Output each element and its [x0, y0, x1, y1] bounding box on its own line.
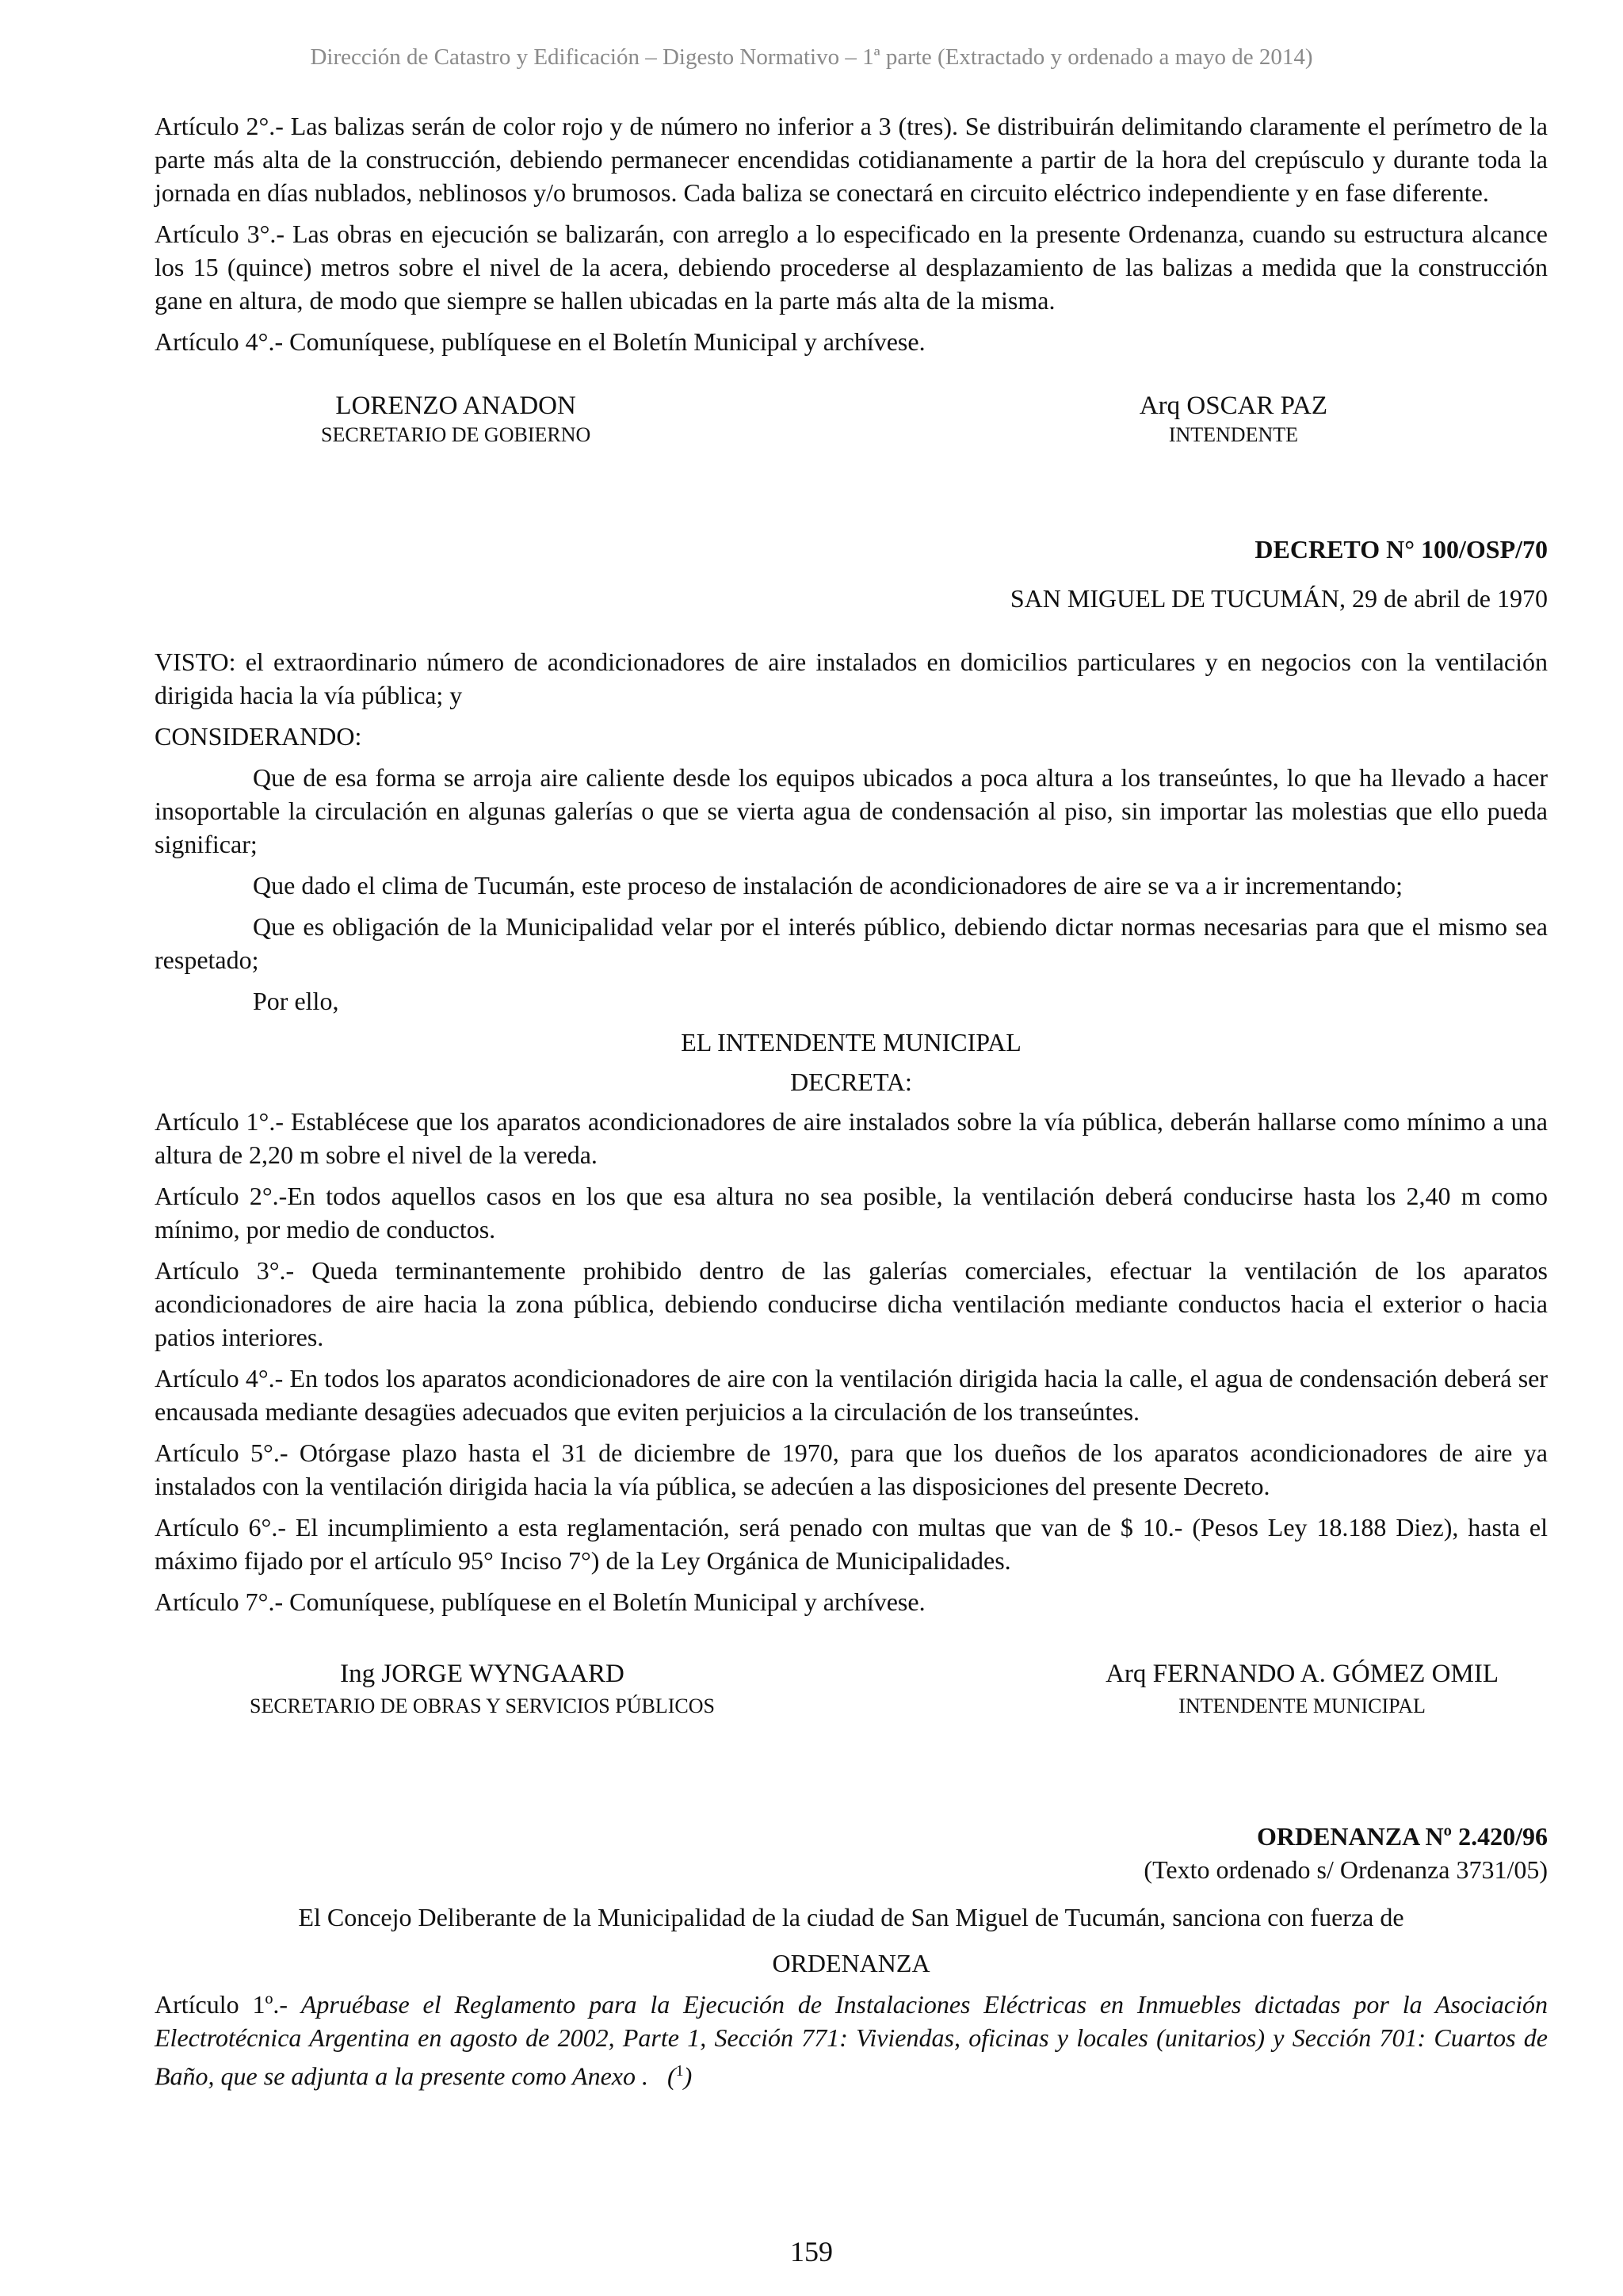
signature-block-1 [155, 390, 1548, 449]
decreto-considerando-2: Que dado el clima de Tucumán, este proceso de instalación de acondicionadores de aire se va a ir incrementando; [253, 871, 1403, 900]
footnote-reference[interactable]: 1 [675, 2062, 684, 2080]
decreto-art4: Artículo 4°.- En todos los aparatos acondicionadores de aire con la ventilación dirigida hacia la calle, el agua de condensación deberá ser encausada mediante desagües adecuados que eviten perjuicios a la circulación de los transeúntes. [155, 1364, 1548, 1426]
signature-left-name: Ing JORGE WYNGAARD [340, 1660, 624, 1688]
decreto-considerando-3: Que es obligación de la Municipalidad velar por el interés público, debiendo dictar normas necesarias para que el mismo sea respetado; [155, 912, 1548, 974]
decreto-art1: Artículo 1°.- Establécese que los aparatos acondicionadores de aire instalados sobre la vía pública, deberán hallarse como mínimo a una altura de 2,20 m sobre el nivel de la vereda. [155, 1107, 1548, 1169]
ordenanza-art1-text: Apruébase el Reglamento para la Ejecución de Instalaciones Eléctricas en Inmuebles dictadas por la Asociación Electrotécnica Argentina en agosto de 2002, Parte 1, Sección 771: Viviendas, oficinas y locales (unitarios) y Sección 701: Cuartos de Baño, que se adjunta a la presente como Anexo . [155, 1990, 1549, 2091]
ordenanza-intro: El Concejo Deliberante de la Municipalidad de la ciudad de San Miguel de Tucumán, sanciona con fuerza de [298, 1903, 1404, 1931]
signature-left-title: SECRETARIO DE GOBIERNO [321, 423, 591, 446]
signature-right [1140, 390, 1327, 449]
signature-left [250, 1658, 715, 1720]
signature-block-2 [155, 1658, 1548, 1720]
footnote-close: ) [683, 2061, 693, 2091]
ordenanza-title: ORDENANZA Nº 2.420/96 [1256, 1822, 1548, 1851]
ordenanza-heading: ORDENANZA [772, 1949, 930, 1977]
decreto-art3: Artículo 3°.- Queda terminantemente prohibido dentro de las galerías comerciales, efectuar la ventilación de los aparatos acondicionadores de aire hacia la zona pública, debiendo conducirse dicha ventilación mediante conductos hacia el exterior o hacia patios interiores. [155, 1256, 1548, 1351]
decreto-art2: Artículo 2°.-En todos aquellos casos en los que esa altura no sea posible, la ventilación deberá conducirse hasta los 2,40 m como mínimo, por medio de conductos. [155, 1182, 1548, 1244]
page-header: Dirección de Catastro y Edificación – Digesto Normativo – 1ª parte (Extractado y ordenado a mayo de 2014) [310, 44, 1313, 70]
decreto-date: SAN MIGUEL DE TUCUMÁN, 29 de abril de 1970 [1010, 584, 1548, 613]
signature-right-title: INTENDENTE MUNICIPAL [1178, 1694, 1426, 1717]
decreto-intendente: EL INTENDENTE MUNICIPAL [681, 1028, 1022, 1056]
ordenanza-prev-art3: Artículo 3°.- Las obras en ejecución se balizarán, con arreglo a lo especificado en la presente Ordenanza, cuando su estructura alcance los 15 (quince) metros sobre el nivel de la acera, debiendo procederse al desplazamiento de las balizas a medida que la construcción gane en altura, de modo que siempre se hallen ubicadas en la parte más alta de la misma. [155, 220, 1548, 315]
decreto-considerando: CONSIDERANDO: [155, 722, 362, 751]
decreto-considerando-1: Que de esa forma se arroja aire caliente desde los equipos ubicados a poca altura a los transeúntes, lo que ha llevado a hacer insoportable la circulación en algunas galerías o que se vierta agua de condensación al piso, sin importar las molestias que ello pueda significar; [155, 763, 1548, 858]
decreto-por-ello: Por ello, [253, 987, 339, 1015]
decreto-art6: Artículo 6°.- El incumplimiento a esta reglamentación, será penado con multas que van de $ 10.- (Pesos Ley 18.188 Diez), hasta el máximo fijado por el artículo 95° Inciso 7°) de la Ley Orgánica de Municipalidades. [155, 1513, 1548, 1575]
signature-right-title: INTENDENTE [1168, 423, 1298, 446]
ordenanza-subtitle: (Texto ordenado s/ Ordenanza 3731/05) [1144, 1855, 1548, 1884]
decreto-decreta: DECRETA: [790, 1068, 912, 1096]
decreto-visto: VISTO: el extraordinario número de acondicionadores de aire instalados en domicilios particulares y en negocios con la ventilación dirigida hacia la vía pública; y [155, 648, 1548, 709]
signature-right [1106, 1658, 1499, 1720]
ordenanza-prev-art4: Artículo 4°.- Comuníquese, publíquese en el Boletín Municipal y archívese. [155, 327, 926, 356]
decreto-art5: Artículo 5°.- Otórgase plazo hasta el 31 de diciembre de 1970, para que los dueños de los aparatos acondicionadores de aire ya instalados con la ventilación dirigida hacia la vía pública, se adecúen a las disposiciones del presente Decreto. [155, 1438, 1548, 1500]
ordenanza-art1-label: Artículo 1º.- [155, 1990, 301, 2019]
ordenanza-art1 [155, 1988, 1548, 2093]
signature-left-name: LORENZO ANADON [335, 392, 576, 420]
signature-left-title: SECRETARIO DE OBRAS Y SERVICIOS PÚBLICOS [250, 1694, 715, 1717]
signature-right-name: Arq OSCAR PAZ [1139, 392, 1327, 420]
decreto-art7: Artículo 7°.- Comuníquese, publíquese en el Boletín Municipal y archívese. [155, 1587, 926, 1616]
signature-right-name: Arq FERNANDO A. GÓMEZ OMIL [1106, 1660, 1499, 1688]
footnote-open: ( [666, 2061, 676, 2091]
document-body [155, 109, 1548, 2093]
ordenanza-prev-art2: Artículo 2°.- Las balizas serán de color rojo y de número no inferior a 3 (tres). Se distribuirán delimitando claramente el perímetro de la parte más alta de la construcción, debiendo permanecer encendidas cotidianamente a partir de la hora del crepúsculo y durante toda la jornada en días nublados, neblinosos y/o brumosos. Cada baliza se conectará en circuito eléctrico independiente y en fase diferente. [155, 112, 1548, 207]
decreto-title: DECRETO N° 100/OSP/70 [1254, 535, 1548, 563]
signature-left [321, 390, 590, 449]
page-number: 159 [790, 2236, 833, 2267]
